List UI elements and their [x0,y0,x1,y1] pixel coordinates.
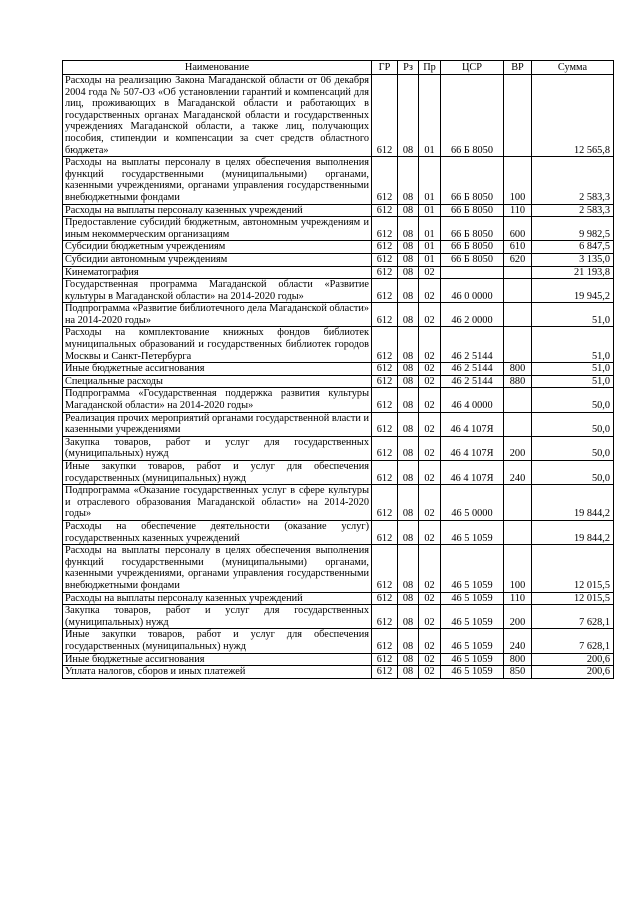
table-row [63,666,614,679]
cell-csr: 66 Б 8050 [441,75,504,157]
cell-gr: 612 [372,75,398,157]
cell-rz: 08 [398,605,419,629]
cell-sum: 200,6 [532,666,614,679]
cell-sum: 2 583,3 [532,204,614,217]
cell-vr: 800 [504,363,532,376]
cell-name: Расходы на выплаты персоналу казенных учреждений [63,592,372,605]
cell-pr: 02 [419,461,441,485]
cell-name: Иные закупки товаров, работ и услуг для обеспечения государственных (муниципальных) нужд [63,629,372,653]
cell-pr: 01 [419,75,441,157]
cell-vr [504,303,532,327]
cell-rz: 08 [398,629,419,653]
cell-pr: 02 [419,545,441,592]
cell-vr: 100 [504,545,532,592]
cell-csr [441,266,504,279]
cell-vr [504,485,532,521]
table-row [63,75,614,157]
cell-sum: 12 015,5 [532,545,614,592]
header-rz: Рз [398,61,419,75]
table-row [63,217,614,241]
cell-rz: 08 [398,592,419,605]
cell-gr: 612 [372,629,398,653]
cell-name: Субсидии бюджетным учреждениям [63,241,372,254]
cell-name: Расходы на реализацию Закона Магаданской области от 06 декабря 2004 года № 507-ОЗ «Об установлении гарантий и компенсаций для лиц, проживающих в Магаданской области и работающих в государственных органах Магаданской области и государственных учреждениях Магаданской области, а также лиц, получающих пособия, стипендии и компенсации за счет средств областного бюджета» [63,75,372,157]
cell-sum: 50,0 [532,461,614,485]
cell-name: Подпрограмма «Оказание государственных услуг в сфере культуры и отраслевого образования Магаданской области» на 2014-2020 годы» [63,485,372,521]
cell-name: Уплата налогов, сборов и иных платежей [63,666,372,679]
cell-vr: 600 [504,217,532,241]
cell-csr: 66 Б 8050 [441,204,504,217]
cell-name: Государственная программа Магаданской области «Развитие культуры в Магаданской области» на 2014-2020 годы» [63,279,372,303]
cell-name: Расходы на выплаты персоналу казенных учреждений [63,204,372,217]
cell-sum: 50,0 [532,412,614,436]
cell-vr [504,388,532,412]
cell-gr: 612 [372,327,398,363]
cell-gr: 612 [372,204,398,217]
cell-rz: 08 [398,412,419,436]
header-csr: ЦСР [441,61,504,75]
cell-rz: 08 [398,327,419,363]
cell-vr: 110 [504,204,532,217]
cell-vr [504,412,532,436]
header-vr: ВР [504,61,532,75]
table-row [63,266,614,279]
header-sum: Сумма [532,61,614,75]
cell-csr: 66 Б 8050 [441,253,504,266]
cell-csr: 46 4 107Я [441,412,504,436]
cell-name: Предоставление субсидий бюджетным, автономным учреждениям и иным некоммерческим организациям [63,217,372,241]
table-row [63,436,614,460]
cell-name: Иные бюджетные ассигнования [63,363,372,376]
table-row [63,375,614,388]
cell-sum: 6 847,5 [532,241,614,254]
cell-csr: 46 2 5144 [441,363,504,376]
cell-rz: 08 [398,217,419,241]
cell-vr: 200 [504,436,532,460]
budget-table [62,60,614,679]
cell-name: Подпрограмма «Развитие библиотечного дела Магаданской области» на 2014-2020 годы» [63,303,372,327]
cell-vr [504,279,532,303]
cell-csr: 46 2 5144 [441,375,504,388]
cell-rz: 08 [398,485,419,521]
cell-csr: 66 Б 8050 [441,217,504,241]
cell-vr: 110 [504,592,532,605]
cell-sum: 7 628,1 [532,605,614,629]
cell-vr: 610 [504,241,532,254]
header-name: Наименование [63,61,372,75]
cell-vr [504,327,532,363]
cell-vr [504,266,532,279]
cell-vr: 240 [504,629,532,653]
cell-sum: 3 135,0 [532,253,614,266]
cell-gr: 612 [372,653,398,666]
cell-pr: 02 [419,436,441,460]
cell-sum: 12 015,5 [532,592,614,605]
cell-name: Расходы на выплаты персоналу в целях обеспечения выполнения функций государственными (муниципальными) органами, казенными учреждениями, органами управления государственными внебюджетными фондами [63,157,372,204]
cell-gr: 612 [372,461,398,485]
cell-pr: 01 [419,253,441,266]
cell-name: Расходы на комплектование книжных фондов библиотек муниципальных образований и государственных библиотек городов Москвы и Санкт-Петербурга [63,327,372,363]
cell-pr: 01 [419,217,441,241]
cell-vr: 200 [504,605,532,629]
cell-pr: 01 [419,204,441,217]
header-gr: ГР [372,61,398,75]
cell-pr: 01 [419,157,441,204]
table-row [63,592,614,605]
cell-pr: 02 [419,605,441,629]
cell-csr: 46 4 0000 [441,388,504,412]
cell-csr: 46 4 107Я [441,461,504,485]
cell-rz: 08 [398,279,419,303]
cell-rz: 08 [398,666,419,679]
table-row [63,388,614,412]
cell-name: Субсидии автономным учреждениям [63,253,372,266]
table-row [63,279,614,303]
cell-csr: 46 5 1059 [441,545,504,592]
cell-gr: 612 [372,157,398,204]
cell-gr: 612 [372,253,398,266]
cell-pr: 02 [419,279,441,303]
cell-rz: 08 [398,461,419,485]
cell-name: Подпрограмма «Государственная поддержка развития культуры Магаданской области» на 2014-2020 годы» [63,388,372,412]
header-pr: Пр [419,61,441,75]
cell-csr: 46 0 0000 [441,279,504,303]
table-row [63,461,614,485]
cell-name: Иные бюджетные ассигнования [63,653,372,666]
table-row [63,412,614,436]
cell-pr: 02 [419,266,441,279]
cell-name: Специальные расходы [63,375,372,388]
cell-csr: 46 5 1059 [441,629,504,653]
cell-csr: 66 Б 8050 [441,157,504,204]
table-row [63,241,614,254]
cell-vr: 240 [504,461,532,485]
cell-gr: 612 [372,436,398,460]
cell-gr: 612 [372,241,398,254]
cell-vr: 880 [504,375,532,388]
table-row [63,204,614,217]
cell-rz: 08 [398,75,419,157]
cell-gr: 612 [372,388,398,412]
cell-pr: 02 [419,388,441,412]
cell-rz: 08 [398,520,419,544]
cell-gr: 612 [372,217,398,241]
cell-pr: 01 [419,241,441,254]
cell-name: Расходы на выплаты персоналу в целях обеспечения выполнения функций государственными (муниципальными) органами, казенными учреждениями, органами управления государственными внебюджетными фондами [63,545,372,592]
cell-gr: 612 [372,303,398,327]
cell-csr: 46 4 107Я [441,436,504,460]
cell-name: Закупка товаров, работ и услуг для государственных (муниципальных) нужд [63,436,372,460]
cell-sum: 200,6 [532,653,614,666]
cell-rz: 08 [398,436,419,460]
table-row [63,253,614,266]
cell-csr: 46 5 1059 [441,592,504,605]
cell-sum: 19 844,2 [532,520,614,544]
cell-gr: 612 [372,545,398,592]
table-row [63,327,614,363]
cell-vr: 800 [504,653,532,666]
table-row [63,653,614,666]
cell-sum: 51,0 [532,303,614,327]
cell-name: Иные закупки товаров, работ и услуг для обеспечения государственных (муниципальных) нужд [63,461,372,485]
cell-name: Закупка товаров, работ и услуг для государственных (муниципальных) нужд [63,605,372,629]
cell-sum: 19 945,2 [532,279,614,303]
cell-vr: 850 [504,666,532,679]
cell-pr: 02 [419,303,441,327]
cell-gr: 612 [372,279,398,303]
cell-rz: 08 [398,363,419,376]
cell-gr: 612 [372,266,398,279]
cell-pr: 02 [419,363,441,376]
cell-pr: 02 [419,592,441,605]
cell-gr: 612 [372,375,398,388]
table-row [63,605,614,629]
cell-rz: 08 [398,157,419,204]
cell-pr: 02 [419,520,441,544]
cell-rz: 08 [398,303,419,327]
cell-vr: 620 [504,253,532,266]
cell-csr: 46 2 5144 [441,327,504,363]
cell-sum: 51,0 [532,375,614,388]
cell-rz: 08 [398,653,419,666]
cell-rz: 08 [398,375,419,388]
table-body [63,75,614,679]
cell-pr: 02 [419,629,441,653]
cell-rz: 08 [398,388,419,412]
cell-csr: 46 5 1059 [441,653,504,666]
cell-gr: 612 [372,592,398,605]
cell-name: Реализация прочих мероприятий органами государственной власти и казенными учреждениями [63,412,372,436]
cell-sum: 2 583,3 [532,157,614,204]
cell-sum: 12 565,8 [532,75,614,157]
cell-pr: 02 [419,327,441,363]
cell-vr [504,75,532,157]
cell-gr: 612 [372,520,398,544]
table-row [63,485,614,521]
cell-pr: 02 [419,485,441,521]
cell-sum: 50,0 [532,388,614,412]
cell-pr: 02 [419,412,441,436]
cell-csr: 46 5 0000 [441,485,504,521]
table-row [63,303,614,327]
table-row [63,629,614,653]
cell-gr: 612 [372,363,398,376]
cell-csr: 46 5 1059 [441,520,504,544]
cell-csr: 46 2 0000 [441,303,504,327]
cell-name: Расходы на обеспечение деятельности (оказание услуг) государственных казенных учреждений [63,520,372,544]
cell-sum: 50,0 [532,436,614,460]
cell-sum: 51,0 [532,363,614,376]
cell-csr: 46 5 1059 [441,605,504,629]
cell-gr: 612 [372,412,398,436]
table-row [63,545,614,592]
cell-pr: 02 [419,653,441,666]
table-row [63,363,614,376]
cell-rz: 08 [398,266,419,279]
cell-gr: 612 [372,666,398,679]
cell-sum: 51,0 [532,327,614,363]
cell-csr: 66 Б 8050 [441,241,504,254]
cell-rz: 08 [398,241,419,254]
cell-pr: 02 [419,375,441,388]
cell-vr: 100 [504,157,532,204]
cell-rz: 08 [398,253,419,266]
cell-rz: 08 [398,545,419,592]
cell-gr: 612 [372,605,398,629]
cell-sum: 21 193,8 [532,266,614,279]
cell-sum: 9 982,5 [532,217,614,241]
cell-csr: 46 5 1059 [441,666,504,679]
cell-sum: 19 844,2 [532,485,614,521]
table-row [63,157,614,204]
table-row [63,520,614,544]
cell-name: Кинематография [63,266,372,279]
cell-sum: 7 628,1 [532,629,614,653]
cell-gr: 612 [372,485,398,521]
cell-vr [504,520,532,544]
cell-rz: 08 [398,204,419,217]
table-header-row [63,61,614,75]
cell-pr: 02 [419,666,441,679]
